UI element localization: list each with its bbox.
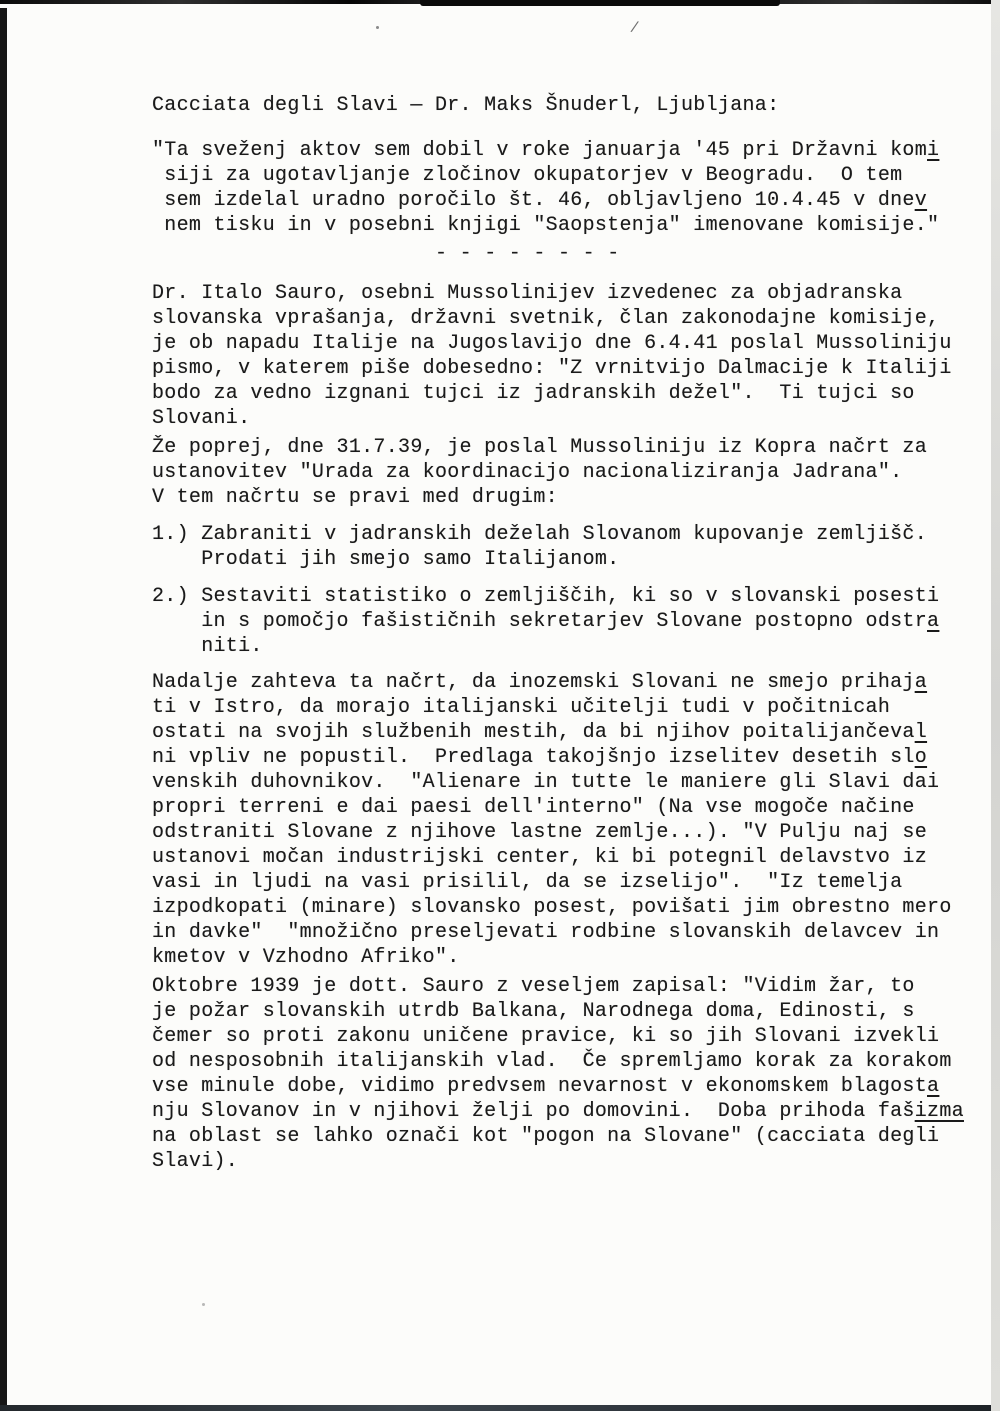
text-line	[152, 695, 980, 720]
underlined-text: l	[914, 721, 928, 744]
text-line	[152, 820, 980, 845]
text-line	[152, 381, 980, 406]
text-line	[152, 213, 980, 238]
block-quoted-intro-paragraph	[152, 138, 980, 238]
scan-edge-left	[0, 8, 7, 1411]
scan-edge-right	[991, 0, 1000, 1411]
text-line	[152, 406, 980, 431]
text-segment: 1.) Zabraniti v jadranskih deželah Slovanom kupovanje zemljišč.	[152, 523, 928, 546]
text-segment: odstraniti Slovane z njihove lastne zemlje...). "V Pulju naj se	[152, 821, 928, 844]
block-kopra-plan-paragraph	[152, 435, 980, 510]
text-segment: vasi in ljudi na vasi prisilil, da se izselijo". "Iz temelja	[152, 871, 903, 894]
document-body	[152, 93, 980, 1174]
text-line	[152, 845, 980, 870]
text-line	[152, 974, 980, 999]
text-line	[152, 188, 980, 213]
text-line	[152, 999, 980, 1024]
text-segment: slovanska vprašanja, državni svetnik, član zakonodajne komisije,	[152, 307, 940, 330]
text-line	[152, 281, 980, 306]
text-segment: ti v Istro, da morajo italijanski učitelji tudi v počitnicah	[152, 696, 891, 719]
block-sauro-paragraph	[152, 281, 980, 431]
block-oktobre-paragraph	[152, 974, 980, 1174]
underlined-text: a	[927, 610, 940, 633]
text-line	[152, 609, 980, 634]
text-line	[152, 306, 980, 331]
text-segment: čemer so proti zakonu uničene pravice, ki so jih Slovani izvekli	[152, 1025, 940, 1048]
text-line	[152, 485, 980, 510]
text-line	[152, 163, 980, 188]
text-line	[152, 870, 980, 895]
text-segment: Že poprej, dne 31.7.39, je poslal Mussoliniju iz Kopra načrt za	[152, 436, 928, 459]
text-line	[152, 634, 980, 659]
scan-edge-top-blob	[420, 0, 780, 6]
text-segment: "Ta sveženj aktov sem dobil v roke januarja '45 pri Državni kom	[152, 139, 928, 162]
underlined-text: v	[914, 189, 928, 212]
text-line	[152, 138, 980, 163]
text-line	[152, 522, 980, 547]
scan-slash-mark: /	[629, 19, 640, 38]
text-segment: je ob napadu Italije na Jugoslavijo dne 6.4.41 poslal Mussoliniju	[152, 332, 952, 355]
text-segment: bodo za vedno izgnani tujci iz jadranskih dežel". Ti tujci so	[152, 382, 915, 405]
text-line	[152, 584, 980, 609]
text-segment: in s pomočjo fašističnih sekretarjev Slovane postopno odstr	[152, 610, 928, 633]
block-list-item-1	[152, 522, 980, 572]
text-line	[152, 1049, 980, 1074]
text-segment: je požar slovanskih utrdb Balkana, Narodnega doma, Edinosti, s	[152, 1000, 915, 1023]
block-list-item-2	[152, 584, 980, 659]
text-segment: ni vpliv ne popustil. Predlaga takojšnjo izselitev desetih sl	[152, 746, 915, 769]
text-segment: venskih duhovnikov. "Alienare in tutte le maniere gli Slavi dai	[152, 771, 940, 794]
underlined-text: a	[914, 671, 928, 694]
text-segment: Prodati jih smejo samo Italijanom.	[152, 548, 620, 571]
text-line	[152, 435, 980, 460]
text-line	[152, 795, 980, 820]
text-segment: Dr. Italo Sauro, osebni Mussolinijev izvedenec za objadranska	[152, 282, 903, 305]
text-segment: izpodkopati (minare) slovansko posest, povišati jim obrestno mero	[152, 896, 952, 919]
block-nadalje-paragraph	[152, 670, 980, 970]
text-segment: vse minule dobe, vidimo predvsem nevarnost v ekonomskem blagost	[152, 1075, 928, 1098]
block-title-line	[152, 93, 980, 118]
text-line	[152, 745, 980, 770]
text-line	[152, 547, 980, 572]
scan-edge-bottom	[0, 1405, 1000, 1411]
text-segment: in davke" "množično preseljevati rodbine slovanskih delavcev in	[152, 921, 940, 944]
scan-speck	[202, 1303, 205, 1306]
text-line	[152, 93, 980, 118]
text-segment: nju Slovanov in v njihovi želji po domovini. Doba prihoda faš	[152, 1100, 915, 1123]
text-segment: od nesposobnih italijanskih vlad. Če spremljamo korak za korakom	[152, 1050, 952, 1073]
text-segment: kmetov v Vzhodno Afriko".	[152, 946, 460, 969]
underlined-text: o	[914, 746, 928, 769]
scan-speck	[376, 26, 379, 29]
block-dash-separator	[152, 241, 980, 266]
text-segment: Nadalje zahteva ta načrt, da inozemski Slovani ne smejo prihaj	[152, 671, 915, 694]
text-line	[152, 945, 980, 970]
text-line	[152, 1149, 980, 1174]
text-line	[152, 670, 980, 695]
text-segment: propri terreni e dai paesi dell'interno" (Na vse mogoče načine	[152, 796, 915, 819]
underlined-text: i	[927, 139, 940, 162]
underlined-text: a	[927, 1075, 940, 1098]
text-segment: V tem načrtu se pravi med drugim:	[152, 486, 558, 509]
text-segment: siji za ugotavljanje zločinov okupatorjev v Beogradu. O tem	[152, 164, 903, 187]
text-segment: na oblast se lahko označi kot "pogon na Slovane" (cacciata degli	[152, 1125, 940, 1148]
dash-separator-line: - - - - - - - -	[435, 242, 620, 265]
text-line	[152, 460, 980, 485]
text-line	[152, 356, 980, 381]
text-line	[152, 1024, 980, 1049]
text-line	[152, 920, 980, 945]
text-line	[152, 1124, 980, 1149]
text-segment: sem izdelal uradno poročilo št. 46, obljavljeno 10.4.45 v dne	[152, 189, 915, 212]
text-segment: niti.	[152, 635, 263, 658]
text-segment: Slavi).	[152, 1150, 239, 1173]
text-segment: ostati na svojih službenih mestih, da bi njihov poitalijančeva	[152, 721, 915, 744]
underlined-text: izma	[914, 1100, 964, 1123]
text-segment: Oktobre 1939 je dott. Sauro z veseljem zapisal: "Vidim žar, to	[152, 975, 915, 998]
text-line	[152, 770, 980, 795]
text-line	[152, 1074, 980, 1099]
text-line	[152, 720, 980, 745]
text-segment: 2.) Sestaviti statistiko o zemljiščih, ki so v slovanski posesti	[152, 585, 940, 608]
text-segment: ustanovitev "Urada za koordinacijo nacionaliziranja Jadrana".	[152, 461, 903, 484]
text-line	[152, 331, 980, 356]
text-segment: ustanovi močan industrijski center, ki bi potegnil delavstvo iz	[152, 846, 928, 869]
text-segment: pismo, v katerem piše dobesedno: "Z vrnitvijo Dalmacije k Italiji	[152, 357, 952, 380]
text-line	[152, 895, 980, 920]
text-segment: nem tisku in v posebni knjigi "Saopstenja" imenovane komisije."	[152, 214, 940, 237]
text-segment: Cacciata degli Slavi — Dr. Maks Šnuderl, Ljubljana:	[152, 94, 780, 117]
text-line	[152, 1099, 980, 1124]
text-segment: Slovani.	[152, 407, 251, 430]
